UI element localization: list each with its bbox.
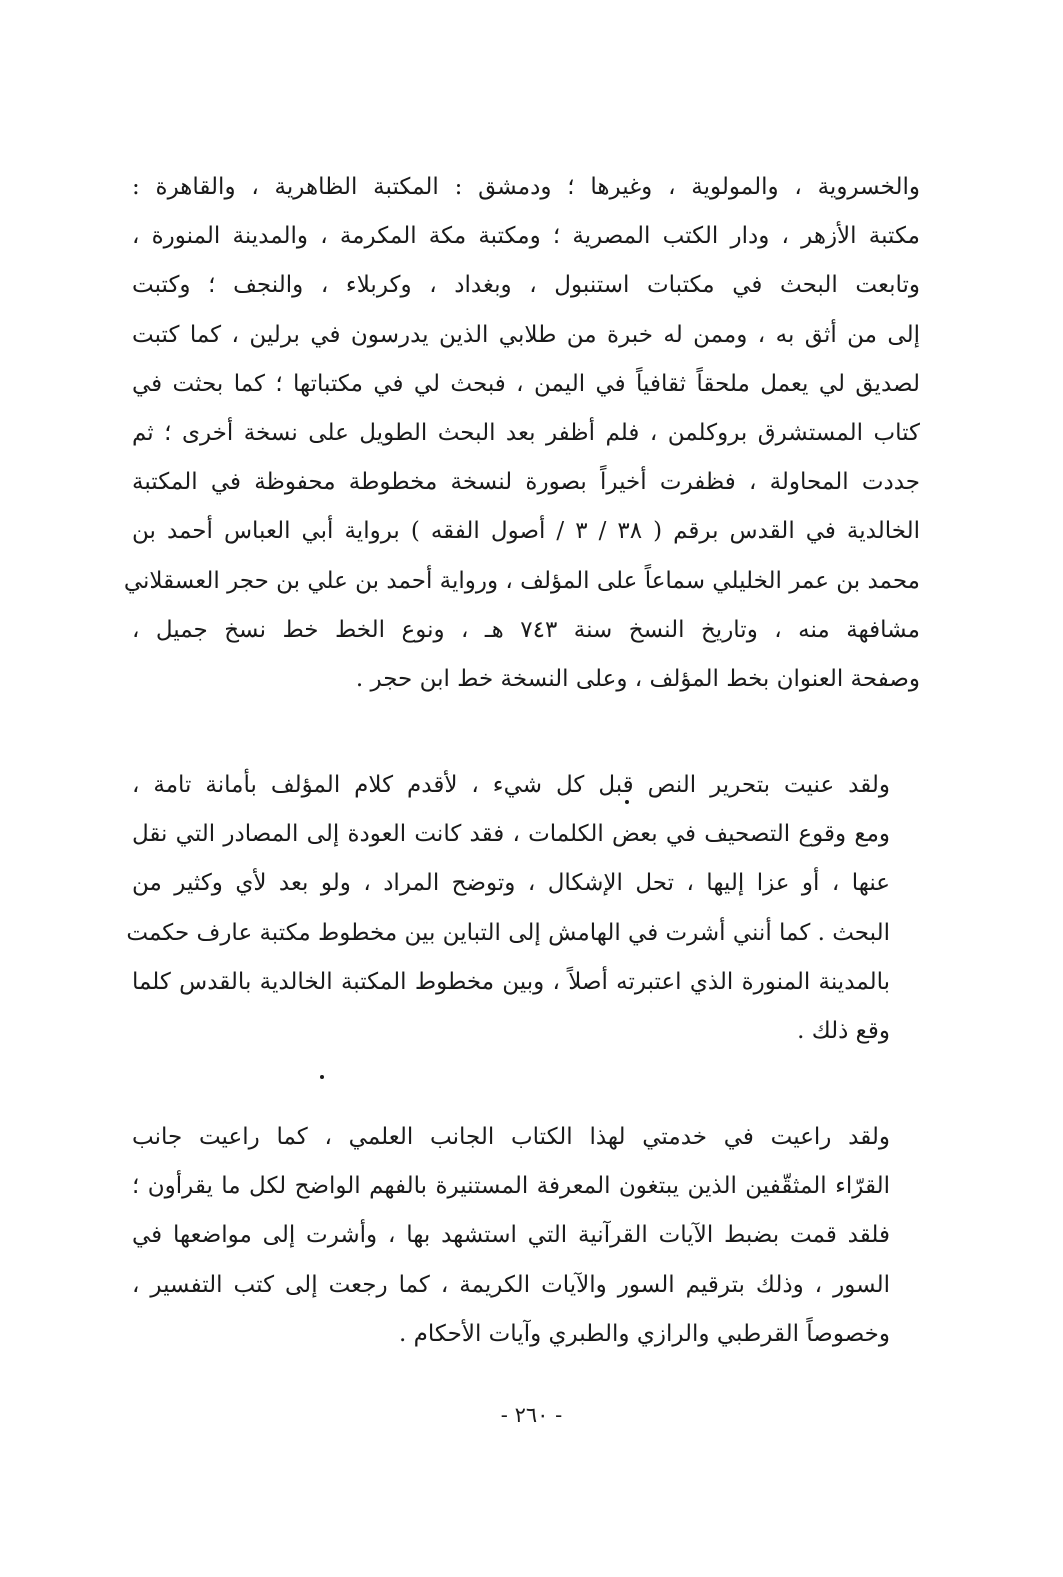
- text-line: البحث . كما أنني أشرت في الهامش إلى التباين بين مخطوط مكتبة عارف حكمت: [126, 919, 890, 946]
- page-number: - ٢٦٠ -: [500, 1403, 563, 1427]
- text-line: إلى من أثق به ، وممن له خبرة من طلابي الذين يدرسون في برلين ، كما كتبت: [132, 321, 920, 348]
- text-line: وقع ذلك .: [797, 1018, 890, 1045]
- text-line: القرّاء المثقّفين الذين يبتغون المعرفة المستنيرة بالفهم الواضح لكل ما يقرأون ؛: [132, 1173, 891, 1200]
- text-line: ولقد عنيت بتحرير النص قبل كل شيء ، لأقدم كلام المؤلف بأمانة تامة ،: [132, 772, 890, 798]
- scan-speck: [625, 800, 629, 804]
- scan-speck: [320, 1075, 324, 1079]
- text-line: مكتبة الأزهر ، ودار الكتب المصرية ؛ ومكتبة مكة المكرمة ، والمدينة المنورة ،: [132, 223, 920, 250]
- text-line: جددت المحاولة ، فظفرت أخيراً بصورة لنسخة مخطوطة محفوظة في المكتبة: [132, 469, 920, 496]
- text-line: محمد بن عمر الخليلي سماعاً على المؤلف ، ورواية أحمد بن علي بن حجر العسقلاني: [123, 567, 920, 594]
- text-line: وخصوصاً القرطبي والرازي والطبري وآيات الأحكام .: [399, 1320, 890, 1347]
- text-line: والخسروية ، والمولوية ، وغيرها ؛ ودمشق : المكتبة الظاهرية ، والقاهرة :: [132, 174, 920, 200]
- text-line: وصفحة العنوان بخط المؤلف ، وعلى النسخة خط ابن حجر .: [355, 666, 920, 693]
- text-line: وتابعت البحث في مكتبات استنبول ، وبغداد ، وكربلاء ، والنجف ؛ وكتبت: [132, 272, 920, 299]
- text-line: ولقد راعيت في خدمتي لهذا الكتاب الجانب العلمي ، كما راعيت جانب: [132, 1124, 890, 1150]
- text-line: ومع وقوع التصحيف في بعض الكلمات ، فقد كانت العودة إلى المصادر التي نقل: [132, 821, 890, 848]
- paragraph-text-editing: [126, 761, 920, 1056]
- text-line: الخالدية في القدس برقم ( ٣٨ / ٣ / أصول الفقه ) برواية أبي العباس أحمد بن: [132, 518, 920, 545]
- text-line: السور ، وذلك بترقيم السور والآيات الكريمة ، كما رجعت إلى كتب التفسير ،: [132, 1271, 890, 1298]
- text-line: بالمدينة المنورة الذي اعتبرته أصلاً ، وبين مخطوط المكتبة الخالدية بالقدس كلما: [132, 968, 890, 995]
- text-line: لصديق لي يعمل ملحقاً ثقافياً في اليمن ، فبحث لي في مكتباتها ؛ كما بحثت في: [132, 370, 920, 397]
- text-line: مشافهة منه ، وتاريخ النسخ سنة ٧٤٣ هـ ، ونوع الخط خط نسخ جميل ،: [132, 616, 920, 643]
- text-line: فلقد قمت بضبط الآيات القرآنية التي استشهد بها ، وأشرت إلى مواضعها في: [132, 1222, 890, 1249]
- text-line: عنها ، أو عزا إليها ، تحل الإشكال ، وتوضح المراد ، ولو بعد لأي وكثير من: [132, 870, 890, 897]
- paragraph-manuscript-search: [123, 163, 920, 704]
- text-line: كتاب المستشرق بروكلمن ، فلم أظفر بعد البحث الطويل على نسخة أخرى ؛ ثم: [132, 420, 920, 447]
- paragraph-readers-service: [132, 1113, 920, 1359]
